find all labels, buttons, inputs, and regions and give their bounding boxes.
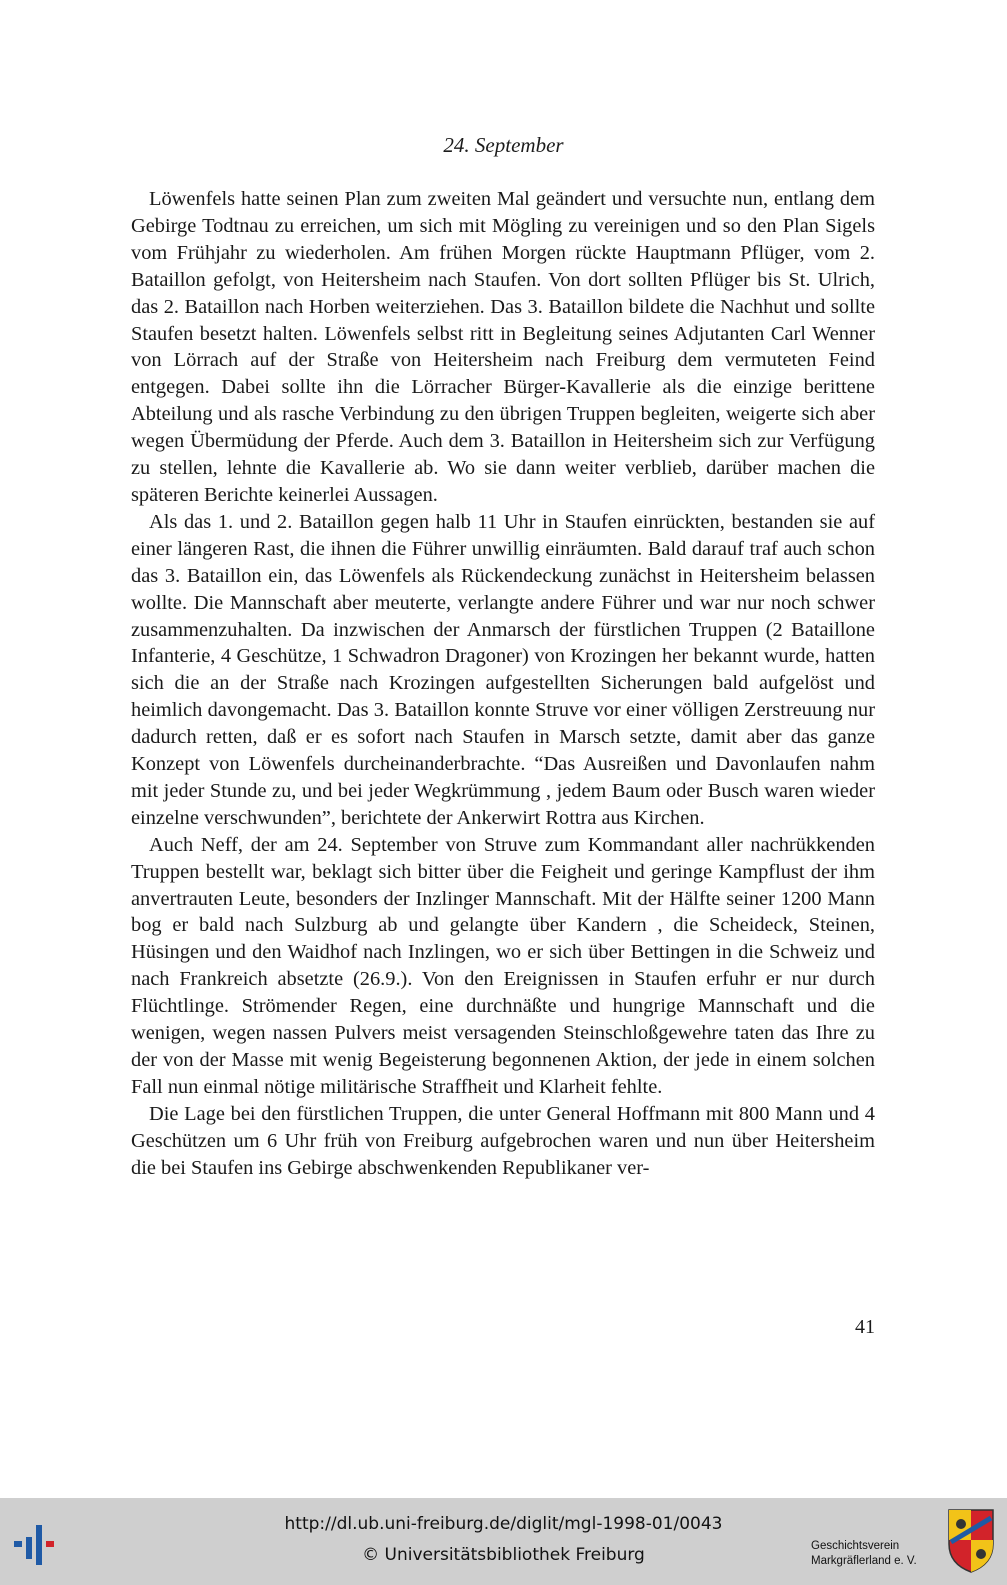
- org-name-line1: Geschichtsverein: [811, 1540, 900, 1552]
- section-heading: 24. September: [443, 133, 564, 157]
- footer-bar: [0, 1498, 1007, 1585]
- body-text: [131, 186, 875, 1182]
- org-name-line2: Markgräflerland e. V.: [811, 1555, 917, 1567]
- paragraph: Löwenfels hatte seinen Plan zum zweiten Mal geändert und versuchte nun, entlang dem Gebirge Todtnau zu erreichen, um sich mit Mögling zu vereinigen und so den Plan Sigels vom Frühjahr zu wiederholen. Am frühen Morgen rückte Hauptmann Pflüger, vom 2. Bataillon gefolgt, von Heitersheim nach Staufen. Von dort sollten Pflüger bis St. Ulrich, das 2. Bataillon nach Horben weiterziehen. Das 3. Bataillon bildete die Nachhut und sollte Staufen besetzt halten. Löwenfels selbst ritt in Begleitung seines Adjutanten Carl Wenner von Lörrach auf der Straße von Heitersheim nach Freiburg dem vermuteten Feind entgegen. Dabei sollte ihn die Lörracher Bürger-Kavallerie als die einzige berittene Abteilung und als rasche Verbindung zu den übrigen Truppen begleiten, weigerte sich aber wegen Übermüdung der Pferde. Auch dem 3. Bataillon in Heitersheim sich zur Verfügung zu stellen, lehnte die Kavallerie ab. Wo sie dann weiter verblieb, darüber machen die späteren Berichte keinerlei Aussagen.: [131, 188, 875, 506]
- coat-of-arms-icon: [945, 1506, 997, 1576]
- footer-copyright: © Universitätsbibliothek Freiburg: [362, 1545, 645, 1565]
- paragraph: Die Lage bei den fürstlichen Truppen, die unter General Hoffmann mit 800 Mann und 4 Geschützen um 6 Uhr früh von Freiburg aufgebrochen waren und nun über Heitersheim die bei Staufen ins Gebirge abschwenkenden Republikaner ver-: [131, 1102, 875, 1179]
- paragraph: Auch Neff, der am 24. September von Struve zum Kommandant aller nachrükkenden Truppen bestellt war, beklagt sich bitter über die Feigheit und geringe Kampflust der ihm anvertrauten Leute, besonders der Inzlinger Mannschaft. Mit der Hälfte seiner 1200 Mann bog er bald nach Sulzburg ab und gelangte über Kandern , die Scheideck, Steinen, Hüsingen und den Waidhof nach Inzlingen, wo er sich über Bettingen in die Schweiz und nach Frankreich absetzte (26.9.). Von den Ereignissen in Staufen erfuhr er nur durch Flüchtlinge. Strömender Regen, eine durchnäßte und hungrige Mannschaft und die wenigen, wegen nassen Pulvers meist versagenden Steinschloßgewehre taten das Ihre zu der von der Masse mit wenig Begeisterung begonnenen Aktion, der jede in einem solchen Fall nun einmal nötige militärische Straffheit und Klarheit fehlte.: [131, 833, 875, 1098]
- footer-url[interactable]: http://dl.ub.uni-freiburg.de/diglit/mgl-1998-01/0043: [284, 1514, 723, 1534]
- page-number: 41: [855, 1316, 875, 1338]
- paragraph: Als das 1. und 2. Bataillon gegen halb 11 Uhr in Staufen einrückten, bestanden sie auf einer längeren Rast, die ihnen die Führer unwillig einräumten. Bald darauf traf auch schon das 3. Bataillon ein, das Löwenfels als Rückendeckung zunächst in Heitersheim belassen wollte. Die Mannschaft aber meuterte, verlangte andere Führer und war nur noch schwer zusammenzuhalten. Da inzwischen der Anmarsch der fürstlichen Truppen (2 Bataillone Infanterie, 4 Geschütze, 1 Schwadron Dragoner) von Krozingen her bekannt wurde, hatten sich die an der Straße nach Krozingen aufgestellten Sicherungen bald aufgelöst und heimlich davongemacht. Das 3. Bataillon konnte Struve vor einer völligen Zerstreuung nur dadurch retten, daß er es sofort nach Staufen in Marsch setzte, damit aber das ganze Konzept von Löwenfels durcheinanderbrachte. “Das Ausreißen und Davonlaufen nahm mit jeder Stunde zu, und bei jeder Wegkrümmung , jedem Baum oder Busch waren wieder einzelne verschwunden”, berichtete der Ankerwirt Rottra aus Kirchen.: [131, 510, 875, 829]
- footer-organization: [811, 1539, 946, 1569]
